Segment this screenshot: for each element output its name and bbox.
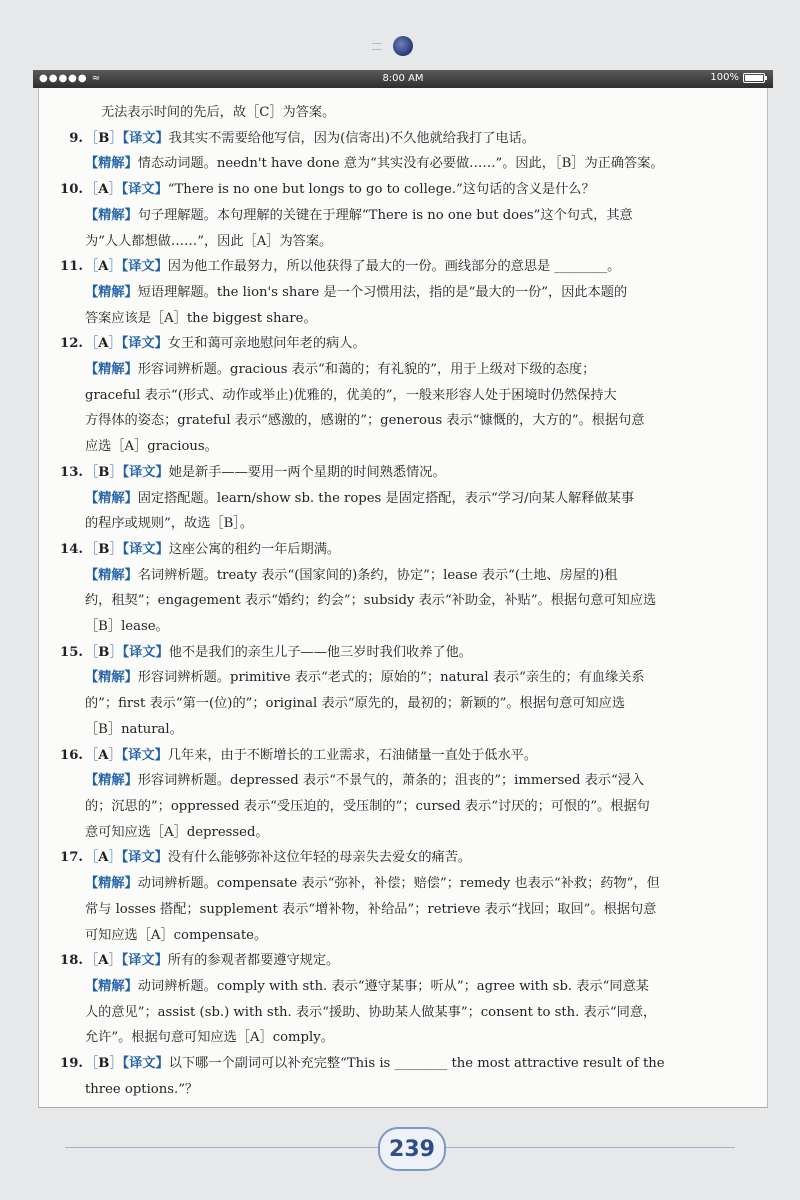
- explanation-line: [85, 974, 759, 1000]
- translation-tag: 【译文】: [121, 850, 168, 866]
- translation-line: [85, 126, 759, 152]
- explanation-text: 形容词辨析题。primitive 表示“老式的；原始的”；natural 表示“亲生的；有血缘关系: [137, 670, 645, 686]
- explanation-line: ［B］lease。: [85, 619, 169, 635]
- explanation-text: 形容词辨析题。depressed 表示“不景气的，萧条的；沮丧的”；immersed 表示“浸入: [137, 773, 645, 789]
- status-time: 8:00 AM: [382, 73, 424, 84]
- explanation-line: [85, 151, 759, 177]
- explanation-tag: 【精解】: [85, 773, 138, 789]
- answer-letter: A: [98, 953, 109, 969]
- explanation-tag: 【精解】: [85, 670, 138, 686]
- translation-text: 他不是我们的亲生儿子——他三岁时我们收养了他。: [168, 644, 472, 660]
- translation-tag: 【译文】: [122, 644, 169, 660]
- answer-entry: [51, 743, 759, 846]
- translation-tag: 【译文】: [121, 182, 168, 198]
- explanation-tag: 【精解】: [85, 567, 138, 583]
- translation-line: [85, 743, 759, 769]
- answer-entry: [51, 1051, 759, 1102]
- explanation-tag: 【精解】: [85, 156, 138, 172]
- translation-line: [85, 331, 759, 357]
- explanation-tag: 【精解】: [85, 284, 138, 300]
- battery-percent: 100%: [710, 72, 739, 83]
- explanation-line: [85, 357, 759, 383]
- explanation-text: 名词辨析题。treaty 表示“(国家间的)条约，协定”；lease 表示“(土地、房屋的)租: [137, 567, 618, 583]
- entry-number: 14.: [60, 541, 83, 557]
- explanation-text: 动词辨析题。comply with sth. 表示“遵守某事；听从”；agree with sb. 表示“同意某: [137, 978, 649, 994]
- device-bezel: [0, 0, 800, 70]
- entry-body: [83, 254, 759, 331]
- translation-line: [85, 1051, 759, 1077]
- explanation-line: 为“人人都想做……”，因此［A］为答案。: [85, 233, 333, 249]
- explanation-line: [85, 486, 759, 512]
- answer-letter: A: [98, 259, 109, 275]
- translation-line: [85, 177, 759, 203]
- explanation-line: 应选［A］gracious。: [85, 439, 218, 455]
- entry-number: 17.: [60, 850, 83, 866]
- explanation-line: 意可知应选［A］depressed。: [85, 824, 269, 840]
- explanation-text: 句子理解题。本句理解的关键在于理解“There is no one but does”这个句式，其意: [137, 207, 633, 223]
- answer-choice: ［B］: [85, 541, 123, 557]
- answer-choice: ［A］: [85, 182, 122, 198]
- explanation-line: ［B］natural。: [85, 721, 183, 737]
- answer-entry: [51, 948, 759, 1051]
- translation-tag: 【译文】: [122, 541, 169, 557]
- explanation-line: graceful 表示“(形式、动作或举止)优雅的，优美的”，一般来形容人处于困境时仍然保持大: [85, 387, 617, 403]
- answer-choice: ［B］: [85, 1056, 123, 1072]
- translation-line: [85, 948, 759, 974]
- answer-choice: ［A］: [85, 850, 122, 866]
- answer-entry: [51, 845, 759, 948]
- entry-number: 19.: [60, 1056, 83, 1072]
- entry-number: 10.: [60, 182, 83, 198]
- explanation-line: 约，租契”；engagement 表示“婚约；约会”；subsidy 表示“补助金，补贴”。根据句意可知应选: [85, 593, 657, 609]
- answer-choice: ［A］: [85, 747, 122, 763]
- explanation-line: [85, 665, 759, 691]
- answer-letter: A: [98, 336, 109, 352]
- answer-choice: ［B］: [85, 644, 123, 660]
- translation-tag: 【译文】: [122, 1056, 169, 1072]
- signal-wifi-icon: ●●●●● ≈: [39, 73, 102, 84]
- translation-tag: 【译文】: [122, 464, 169, 480]
- answer-entry: [51, 126, 759, 177]
- answer-letter: A: [98, 747, 109, 763]
- entry-number: 13.: [60, 464, 83, 480]
- answer-choice: ［B］: [85, 130, 123, 146]
- translation-tag: 【译文】: [121, 953, 168, 969]
- answer-choice: ［A］: [85, 259, 122, 275]
- translation-line: [85, 640, 759, 666]
- entry-body: [83, 460, 759, 537]
- entry-number: 18.: [60, 953, 83, 969]
- explanation-text: 动词辨析题。compensate 表示“弥补，补偿；赔偿”；remedy 也表示“补救；药物”，但: [137, 876, 660, 892]
- intro-line: 无法表示时间的先后，故［C］为答案。: [101, 105, 336, 120]
- translation-text: “There is no one but longs to go to college.”这句话的含义是什么？: [167, 182, 595, 198]
- explanation-line: 答案应该是［A］the biggest share。: [85, 310, 317, 326]
- entry-body: [83, 743, 759, 846]
- entry-body: [83, 331, 759, 460]
- entry-number: 15.: [60, 644, 83, 660]
- explanation-tag: 【精解】: [85, 207, 138, 223]
- translation-text: 没有什么能够弥补这位年轻的母亲失去爱女的痛苦。: [167, 850, 472, 866]
- entry-number: 12.: [60, 336, 83, 352]
- camera-icon: [393, 36, 413, 56]
- translation-tag: 【译文】: [121, 747, 168, 763]
- explanation-line: [85, 280, 759, 306]
- explanation-text: 短语理解题。the lion's share 是一个习惯用法，指的是“最大的一份”，因此本题的: [137, 284, 628, 300]
- translation-text: 我其实不需要给他写信，因为(信寄出)不久他就给我打了电话。: [168, 130, 536, 146]
- translation-text: 因为他工作最努力，所以他获得了最大的一份。画线部分的意思是 ________。: [167, 259, 621, 275]
- explanation-tag: 【精解】: [85, 490, 138, 506]
- answer-letter: B: [98, 644, 110, 660]
- translation-text: 这座公寓的租约一年后期满。: [168, 541, 341, 557]
- answer-letter: A: [98, 182, 109, 198]
- translation-tag: 【译文】: [122, 130, 169, 146]
- page-number: 239: [378, 1127, 446, 1171]
- entry-body: [83, 126, 759, 177]
- answer-letter: A: [98, 850, 109, 866]
- answer-entry: [51, 331, 759, 460]
- entry-number: 11.: [60, 259, 83, 275]
- explanation-text: 固定搭配题。learn/show sb. the ropes 是固定搭配，表示“学习/向某人解释做某事: [137, 490, 635, 506]
- answer-choice: ［A］: [85, 336, 122, 352]
- answer-key-content: [39, 88, 767, 1102]
- translation-line: [85, 460, 759, 486]
- explanation-line: 常与 losses 搭配；supplement 表示“增补物，补给品”；retrieve 表示“找回；取回”。根据句意: [85, 901, 657, 917]
- answer-letter: B: [98, 464, 110, 480]
- page-footer: [0, 1125, 800, 1175]
- battery-status: [710, 72, 765, 83]
- translation-tag: 【译文】: [121, 259, 168, 275]
- explanation-tag: 【精解】: [85, 362, 138, 378]
- answer-entry: [51, 254, 759, 331]
- sensor-icon: [372, 43, 382, 50]
- entry-body: [83, 640, 759, 743]
- translation-line: [85, 845, 759, 871]
- explanation-line: 的程序或规则”，故选［B］。: [85, 516, 254, 532]
- battery-icon: [743, 73, 765, 83]
- entry-body: [83, 177, 759, 254]
- status-bar: [33, 70, 773, 88]
- explanation-line: 的；沉思的”；oppressed 表示“受压迫的，受压制的”；cursed 表示“讨厌的；可恨的”。根据句: [85, 798, 650, 814]
- book-page[interactable]: [38, 88, 768, 1108]
- explanation-tag: 【精解】: [85, 876, 138, 892]
- explanation-text: 情态动词题。needn't have done 意为“其实没有必要做……”。因此，［B］为正确答案。: [137, 156, 664, 172]
- translation-text: 所有的参观者都要遵守规定。: [167, 953, 340, 969]
- answer-choice: ［B］: [85, 464, 123, 480]
- explanation-text: 形容词辨析题。gracious 表示“和蔼的；有礼貌的”，用于上级对下级的态度；: [137, 362, 596, 378]
- explanation-line: 允许”。根据句意可知应选［A］comply。: [85, 1030, 334, 1046]
- explanation-line: [85, 871, 759, 897]
- answer-entry: [51, 537, 759, 640]
- translation-tag: 【译文】: [121, 336, 168, 352]
- translation-line-cont: three options.”？: [85, 1081, 199, 1097]
- answer-entry: [51, 177, 759, 254]
- answer-choice: ［A］: [85, 953, 122, 969]
- entries-list: [51, 126, 759, 1103]
- entry-body: [83, 948, 759, 1051]
- answer-entry: [51, 460, 759, 537]
- entry-number: 9.: [69, 130, 83, 146]
- translation-line: [85, 254, 759, 280]
- entry-body: [83, 1051, 759, 1102]
- answer-letter: B: [98, 1056, 110, 1072]
- answer-entry: [51, 640, 759, 743]
- entry-body: [83, 845, 759, 948]
- explanation-tag: 【精解】: [85, 978, 138, 994]
- translation-text: 她是新手——要用一两个星期的时间熟悉情况。: [168, 464, 446, 480]
- explanation-line: [85, 563, 759, 589]
- explanation-line: 可知应选［A］compensate。: [85, 927, 268, 943]
- explanation-line: [85, 203, 759, 229]
- translation-text: 以下哪一个副词可以补充完整“This is ________ the most attractive result of the: [168, 1056, 665, 1072]
- explanation-line: 人的意见”；assist (sb.) with sth. 表示“援助、协助某人做某事”；consent to sth. 表示“同意，: [85, 1004, 657, 1020]
- explanation-line: 方得体的姿态；grateful 表示“感激的，感谢的”；generous 表示“慷慨的，大方的”。根据句意: [85, 413, 645, 429]
- explanation-line: [85, 768, 759, 794]
- answer-letter: B: [98, 130, 110, 146]
- entry-number: 16.: [60, 747, 83, 763]
- answer-letter: B: [98, 541, 110, 557]
- translation-text: 几年来，由于不断增长的工业需求，石油储量一直处于低水平。: [167, 747, 538, 763]
- entry-body: [83, 537, 759, 640]
- explanation-line: 的”；first 表示“第一(位)的”；original 表示“原先的，最初的；新颖的”。根据句意可知应选: [85, 696, 626, 712]
- translation-text: 女王和蔼可亲地慰问年老的病人。: [167, 336, 366, 352]
- translation-line: [85, 537, 759, 563]
